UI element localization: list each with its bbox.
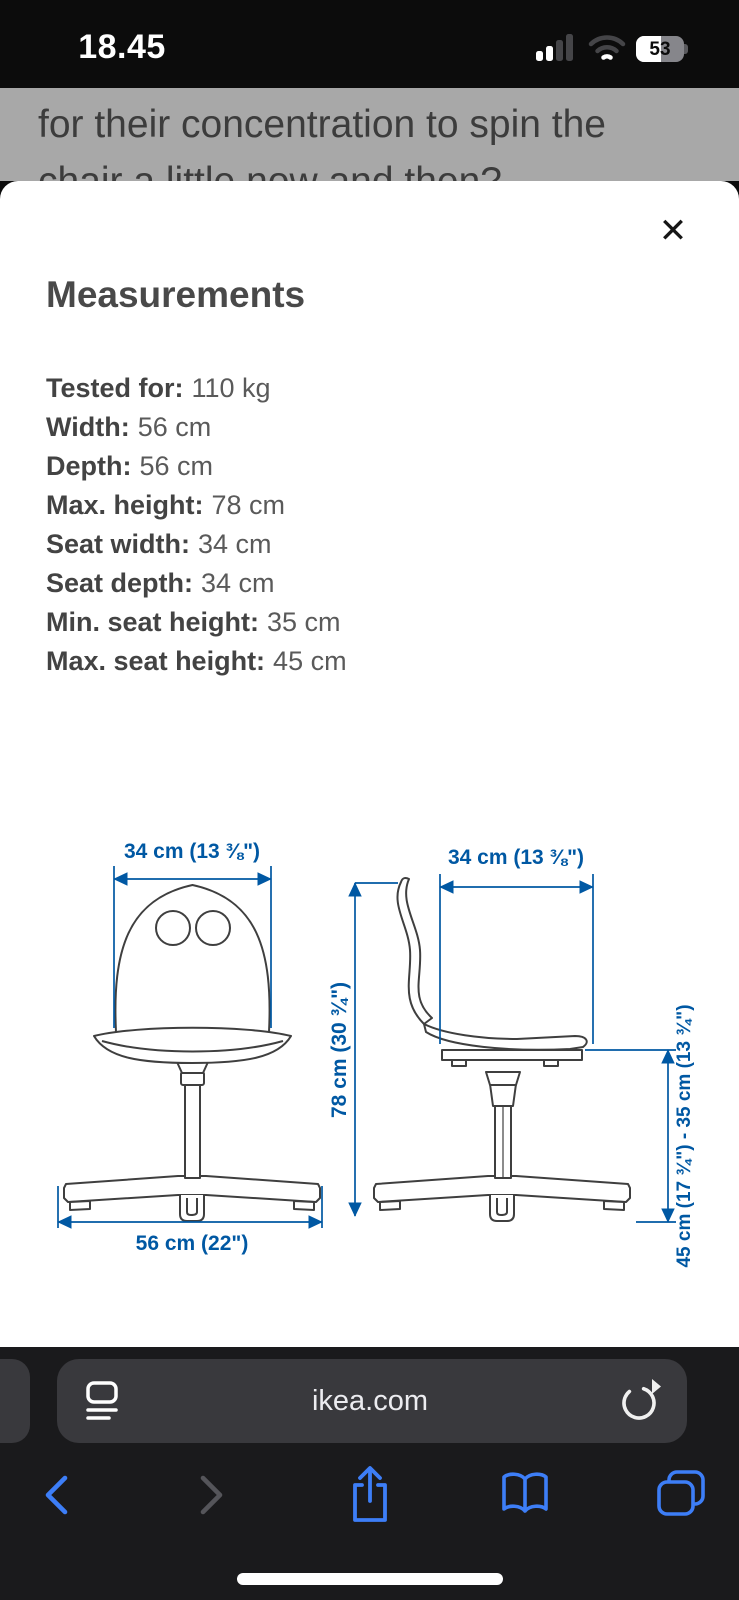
- spec-row: [46, 408, 686, 447]
- home-indicator[interactable]: [237, 1573, 503, 1585]
- spec-label: Seat depth:: [46, 568, 194, 598]
- cellular-signal-icon: [536, 34, 576, 62]
- chair-front-view-drawing: [30, 822, 330, 1272]
- status-bar: [0, 0, 739, 88]
- spec-label: Depth:: [46, 451, 132, 481]
- spec-value: 34 cm: [201, 568, 275, 598]
- spec-row: [46, 486, 686, 525]
- spec-list: [46, 369, 686, 681]
- spec-value: 110 kg: [191, 373, 271, 403]
- spec-row: [46, 525, 686, 564]
- spec-row: [46, 642, 686, 681]
- back-button[interactable]: [42, 1475, 70, 1518]
- url-text: ikea.com: [311, 1384, 429, 1417]
- spec-label: Tested for:: [46, 373, 184, 403]
- spec-label: Min. seat height:: [46, 607, 260, 637]
- battery-icon: [636, 36, 688, 62]
- side-seat-height-range-label: 45 cm (17 ¾") - 35 cm (13 ¾"): [674, 1004, 695, 1268]
- spec-row: [46, 564, 686, 603]
- safari-bottom-bar: [0, 1347, 739, 1600]
- battery-percent: 53: [649, 39, 671, 60]
- tabs-icon[interactable]: [656, 1469, 706, 1520]
- spec-value: 78 cm: [211, 490, 286, 520]
- spec-value: 56 cm: [137, 412, 212, 442]
- clock: 18.45: [78, 28, 166, 66]
- wifi-icon: [588, 34, 626, 62]
- address-bar[interactable]: [57, 1359, 687, 1443]
- spec-row: [46, 603, 686, 642]
- measurements-sheet: [0, 181, 739, 1347]
- background-text-line1: for their concentration to spin the: [38, 103, 606, 146]
- reader-icon[interactable]: [83, 1377, 121, 1425]
- spec-row: [46, 369, 686, 408]
- spec-value: 35 cm: [267, 607, 341, 637]
- sheet-title: Measurements: [46, 274, 306, 315]
- spec-label: Width:: [46, 412, 130, 442]
- side-seat-depth-label: 34 cm (13 ⅜"): [447, 846, 585, 869]
- share-icon[interactable]: [346, 1465, 394, 1528]
- bookmarks-icon[interactable]: [500, 1471, 550, 1518]
- front-back-width-label: 34 cm (13 ⅜"): [123, 840, 261, 863]
- previous-tab-peek[interactable]: [0, 1359, 30, 1443]
- spec-value: 45 cm: [273, 646, 347, 676]
- spec-value: 34 cm: [198, 529, 272, 559]
- chair-side-view-drawing: [330, 822, 710, 1272]
- refresh-icon[interactable]: [619, 1378, 661, 1424]
- spec-row: [46, 447, 686, 486]
- spec-label: Max. height:: [46, 490, 204, 520]
- spec-value: 56 cm: [139, 451, 214, 481]
- spec-label: Seat width:: [46, 529, 191, 559]
- forward-button[interactable]: [198, 1475, 226, 1518]
- side-total-height-label: 78 cm (30 ¾"): [328, 981, 351, 1119]
- dimension-diagrams: [0, 822, 739, 1282]
- close-icon[interactable]: ✕: [647, 205, 699, 257]
- front-base-width-label: 56 cm (22"): [135, 1232, 249, 1255]
- battery-nub: [684, 44, 688, 54]
- spec-label: Max. seat height:: [46, 646, 266, 676]
- modal-scrim[interactable]: [0, 88, 739, 181]
